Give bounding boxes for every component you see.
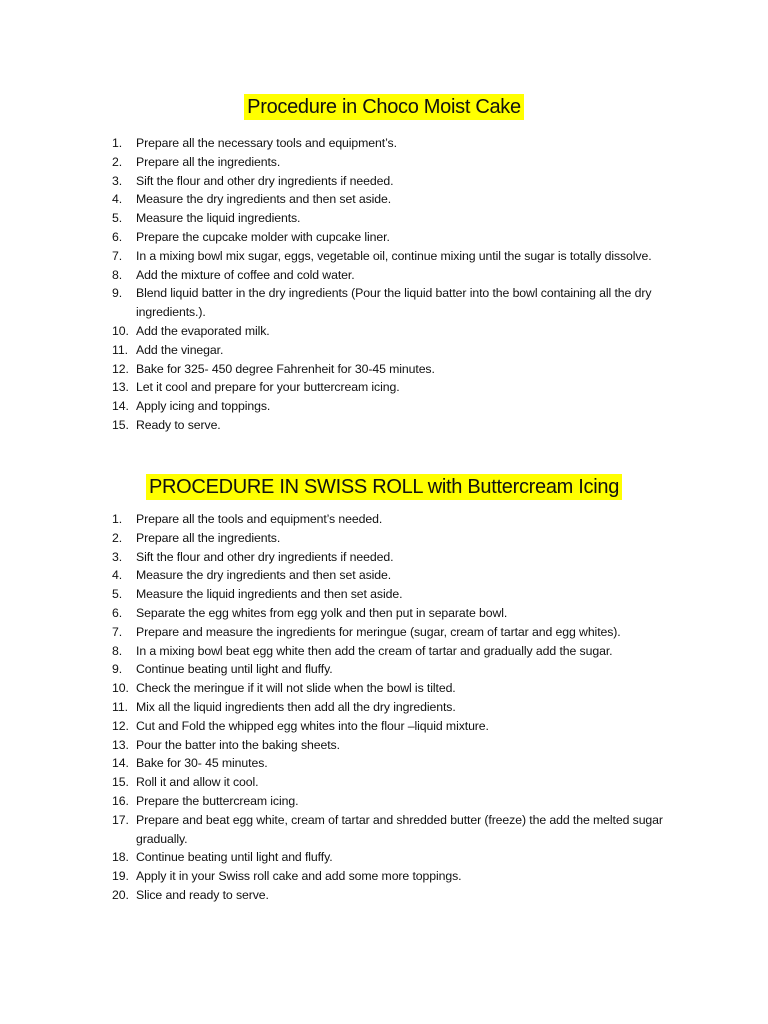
step-number: 3. [112,173,123,188]
list-item [0,134,768,153]
step-number: 6. [112,229,123,244]
step-number: 12. [112,361,129,376]
step-number: 4. [112,192,123,207]
step-text: Continue beating until light and fluffy. [136,850,333,865]
step-number: 18. [112,850,129,865]
step-text: Mix all the liquid ingredients then add all the dry ingredients. [136,699,456,714]
step-number: 9. [112,286,123,301]
step-number: 5. [112,211,123,226]
list-item [0,867,768,886]
list-item [0,773,768,792]
step-text: Continue beating until light and fluffy. [136,662,333,677]
list-item [0,172,768,191]
step-text: Ready to serve. [136,417,221,432]
section-heading-wrapper [0,474,768,500]
step-number: 8. [112,643,123,658]
step-text: Prepare the cupcake molder with cupcake liner. [136,229,390,244]
list-item [0,397,768,416]
list-item [0,679,768,698]
list-item [0,266,768,285]
step-text: In a mixing bowl beat egg white then add the cream of tartar and gradually add the sugar. [136,643,613,658]
step-text: Roll it and allow it cool. [136,775,259,790]
step-number: 1. [112,512,123,526]
step-number: 7. [112,624,123,639]
step-text: Prepare and beat egg white, cream of tartar and shredded butter (freeze) the add the melted sugar gradually. [136,812,663,846]
step-text: Prepare all the tools and equipment’s needed. [136,512,383,526]
list-item [0,604,768,623]
step-number: 7. [112,248,123,263]
step-number: 14. [112,399,129,414]
step-text: Prepare all the ingredients. [136,154,281,169]
step-number: 12. [112,718,129,733]
step-number: 15. [112,417,129,432]
list-item [0,736,768,755]
step-number: 13. [112,380,129,395]
list-item [0,548,768,567]
list-item [0,341,768,360]
step-number: 16. [112,793,129,808]
list-item [0,529,768,548]
step-text: Slice and ready to serve. [136,887,269,902]
step-text: Measure the liquid ingredients and then set aside. [136,587,403,602]
step-number: 3. [112,549,123,564]
list-item [0,228,768,247]
step-number: 14. [112,756,129,771]
step-number: 2. [112,154,123,169]
list-item [0,792,768,811]
step-number: 1. [112,136,123,150]
list-item [0,416,768,435]
list-item [0,886,768,905]
step-number: 17. [112,812,129,827]
step-number: 19. [112,869,129,884]
step-text: Add the mixture of coffee and cold water. [136,267,355,282]
step-text: Sift the flour and other dry ingredients if needed. [136,549,394,564]
step-number: 15. [112,775,129,790]
list-item [0,378,768,397]
step-text: Pour the batter into the baking sheets. [136,737,340,752]
step-text: Prepare and measure the ingredients for meringue (sugar, cream of tartar and egg whites). [136,624,621,639]
step-text: Bake for 30- 45 minutes. [136,756,268,771]
list-item [0,360,768,379]
list-item [0,660,768,679]
section-title-swiss-roll: PROCEDURE IN SWISS ROLL with Buttercream Icing [146,474,622,500]
step-number: 10. [112,681,129,696]
step-number: 11. [112,699,128,714]
step-text: Prepare all the necessary tools and equipment’s. [136,136,397,150]
step-text: Add the vinegar. [136,342,224,357]
step-text: Prepare the buttercream icing. [136,793,299,808]
step-text: Apply icing and toppings. [136,399,271,414]
step-text: Sift the flour and other dry ingredients if needed. [136,173,394,188]
list-item [0,322,768,341]
list-item [0,623,768,642]
list-item [0,848,768,867]
list-item [0,811,768,849]
step-number: 9. [112,662,123,677]
step-number: 10. [112,323,129,338]
swiss-roll-steps [0,510,768,905]
list-item [0,209,768,228]
step-number: 20. [112,887,129,902]
section-heading-wrapper [0,94,768,120]
step-number: 5. [112,587,123,602]
step-text: Check the meringue if it will not slide when the bowl is tilted. [136,681,456,696]
choco-moist-cake-steps [0,134,768,435]
step-text: Separate the egg whites from egg yolk and then put in separate bowl. [136,605,508,620]
step-text: Blend liquid batter in the dry ingredients (Pour the liquid batter into the bowl containing all the dry ingredients.). [136,286,652,320]
step-text: Apply it in your Swiss roll cake and add some more toppings. [136,869,462,884]
step-number: 11. [112,342,128,357]
list-item [0,698,768,717]
step-text: Bake for 325- 450 degree Fahrenheit for 30-45 minutes. [136,361,435,376]
step-text: Add the evaporated milk. [136,323,270,338]
step-number: 13. [112,737,129,752]
list-item [0,190,768,209]
list-item [0,585,768,604]
step-text: Measure the dry ingredients and then set aside. [136,568,392,583]
list-item [0,642,768,661]
step-number: 6. [112,605,123,620]
step-text: Measure the liquid ingredients. [136,211,301,226]
step-text: Measure the dry ingredients and then set aside. [136,192,392,207]
list-item [0,566,768,585]
list-item [0,510,768,529]
section-title-choco-moist-cake: Procedure in Choco Moist Cake [244,94,524,120]
step-number: 4. [112,568,123,583]
step-text: Cut and Fold the whipped egg whites into the flour –liquid mixture. [136,718,489,733]
step-text: In a mixing bowl mix sugar, eggs, vegetable oil, continue mixing until the sugar is totally dissolve. [136,248,652,263]
list-item [0,153,768,172]
list-item [0,717,768,736]
step-number: 8. [112,267,123,282]
step-text: Prepare all the ingredients. [136,530,281,545]
step-text: Let it cool and prepare for your buttercream icing. [136,380,400,395]
list-item [0,247,768,266]
list-item [0,754,768,773]
list-item [0,284,768,322]
step-number: 2. [112,530,123,545]
